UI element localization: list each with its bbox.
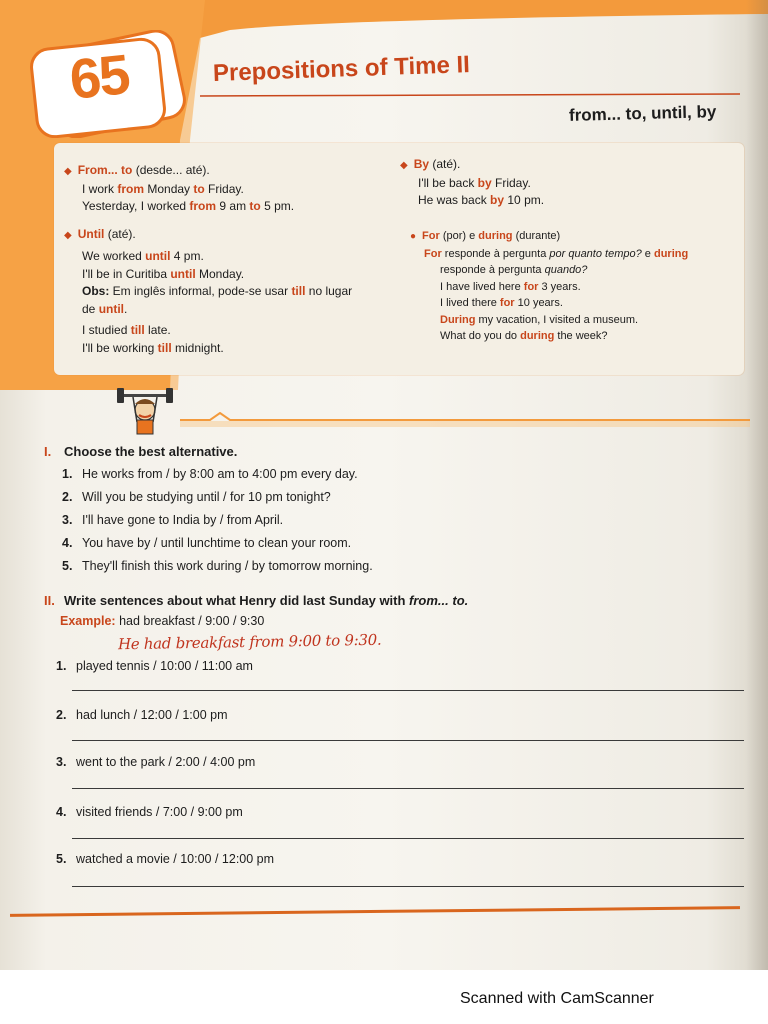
handwritten-example-answer: He had breakfast from 9:00 to 9:30. (117, 630, 382, 654)
answer-line[interactable] (72, 740, 744, 741)
footer-rule (10, 906, 740, 917)
bullet-icon: ● (410, 231, 417, 242)
exercise-2-item: 3. went to the park / 2:00 / 4:00 pm (56, 755, 256, 769)
exercise-1-title: I. Choose the best alternative. (44, 444, 238, 459)
by-example-2: He was back by 10 pm. (418, 193, 545, 207)
lesson-title: Prepositions of Time II (212, 51, 471, 87)
until-obs-2: de until. (82, 301, 128, 316)
from-to-example-1: I work from Monday to Friday. (82, 181, 244, 196)
answer-line[interactable] (72, 690, 744, 691)
bullet-icon: ◆ (64, 166, 72, 177)
exercise-2-item: 5. watched a movie / 10:00 / 12:00 pm (56, 852, 275, 866)
exercise-1-item: 3. I'll have gone to India by / from April. (62, 513, 284, 527)
exercise-2-example: Example: had breakfast / 9:00 / 9:30 (60, 614, 265, 628)
till-example-2: I'll be working till midnight. (82, 340, 224, 355)
for-during-rule-1: For responde à pergunta por quanto tempo? e during (424, 247, 689, 260)
page-edge-shadow (746, 0, 768, 970)
until-example-2: I'll be in Curitiba until Monday. (82, 266, 245, 281)
exercise-1-item: 4. You have by / until lunchtime to clean your room. (62, 536, 352, 550)
from-to-heading: ◆ From... to (desde... até). (64, 163, 210, 177)
for-example-2: I lived there for 10 years. (440, 297, 563, 309)
scanner-watermark: Scanned with CamScanner (460, 990, 654, 1007)
for-example-1: I have lived here for 3 years. (440, 280, 581, 293)
answer-line[interactable] (72, 886, 744, 887)
exercise-2-item: 2. had lunch / 12:00 / 1:00 pm (56, 708, 228, 722)
section-divider (180, 412, 750, 432)
till-example-1: I studied till late. (82, 323, 171, 337)
by-example-1: I'll be back by Friday. (418, 175, 531, 190)
exercise-2-title: II. Write sentences about what Henry did last Sunday with from... to. (44, 593, 469, 608)
by-heading: ◆ By (até). (400, 157, 461, 171)
exercise-1-item: 1. He works from / by 8:00 am to 4:00 pm every day. (62, 467, 358, 481)
answer-line[interactable] (72, 838, 744, 839)
until-example-1: We worked until 4 pm. (82, 249, 204, 263)
bullet-icon: ◆ (64, 229, 72, 241)
exercise-2-item: 1. played tennis / 10:00 / 11:00 am (56, 659, 253, 673)
exercise-2-item: 4. visited friends / 7:00 / 9:00 pm (56, 805, 243, 819)
grammar-left-column (64, 162, 384, 357)
during-example-1: During my vacation, I visited a museum. (440, 313, 639, 326)
for-during-block (410, 228, 740, 345)
until-heading: ◆ Until (até). (64, 226, 136, 241)
until-obs: Obs: Em inglês informal, pode-se usar till no lugar (82, 284, 353, 298)
for-during-rule-2: responde à pergunta quando? (440, 264, 588, 276)
exercise-1-item: 5. They'll finish this work during / by tomorrow morning. (62, 559, 373, 573)
from-to-example-2: Yesterday, I worked from 9 am to 5 pm. (82, 199, 295, 213)
lesson-subtitle: from... to, until, by (568, 102, 717, 125)
answer-line[interactable] (72, 788, 744, 789)
exercise-1-item: 2. Will you be studying until / for 10 pm tonight? (62, 490, 331, 504)
bullet-icon: ◆ (400, 160, 408, 171)
grammar-right-column (400, 156, 730, 210)
during-example-2: What do you do during the week? (440, 330, 608, 342)
lesson-number: 65 (66, 42, 132, 111)
weightlifter-mascot-icon (115, 388, 175, 436)
for-during-heading: ● For (por) e during (durante) (410, 230, 561, 242)
